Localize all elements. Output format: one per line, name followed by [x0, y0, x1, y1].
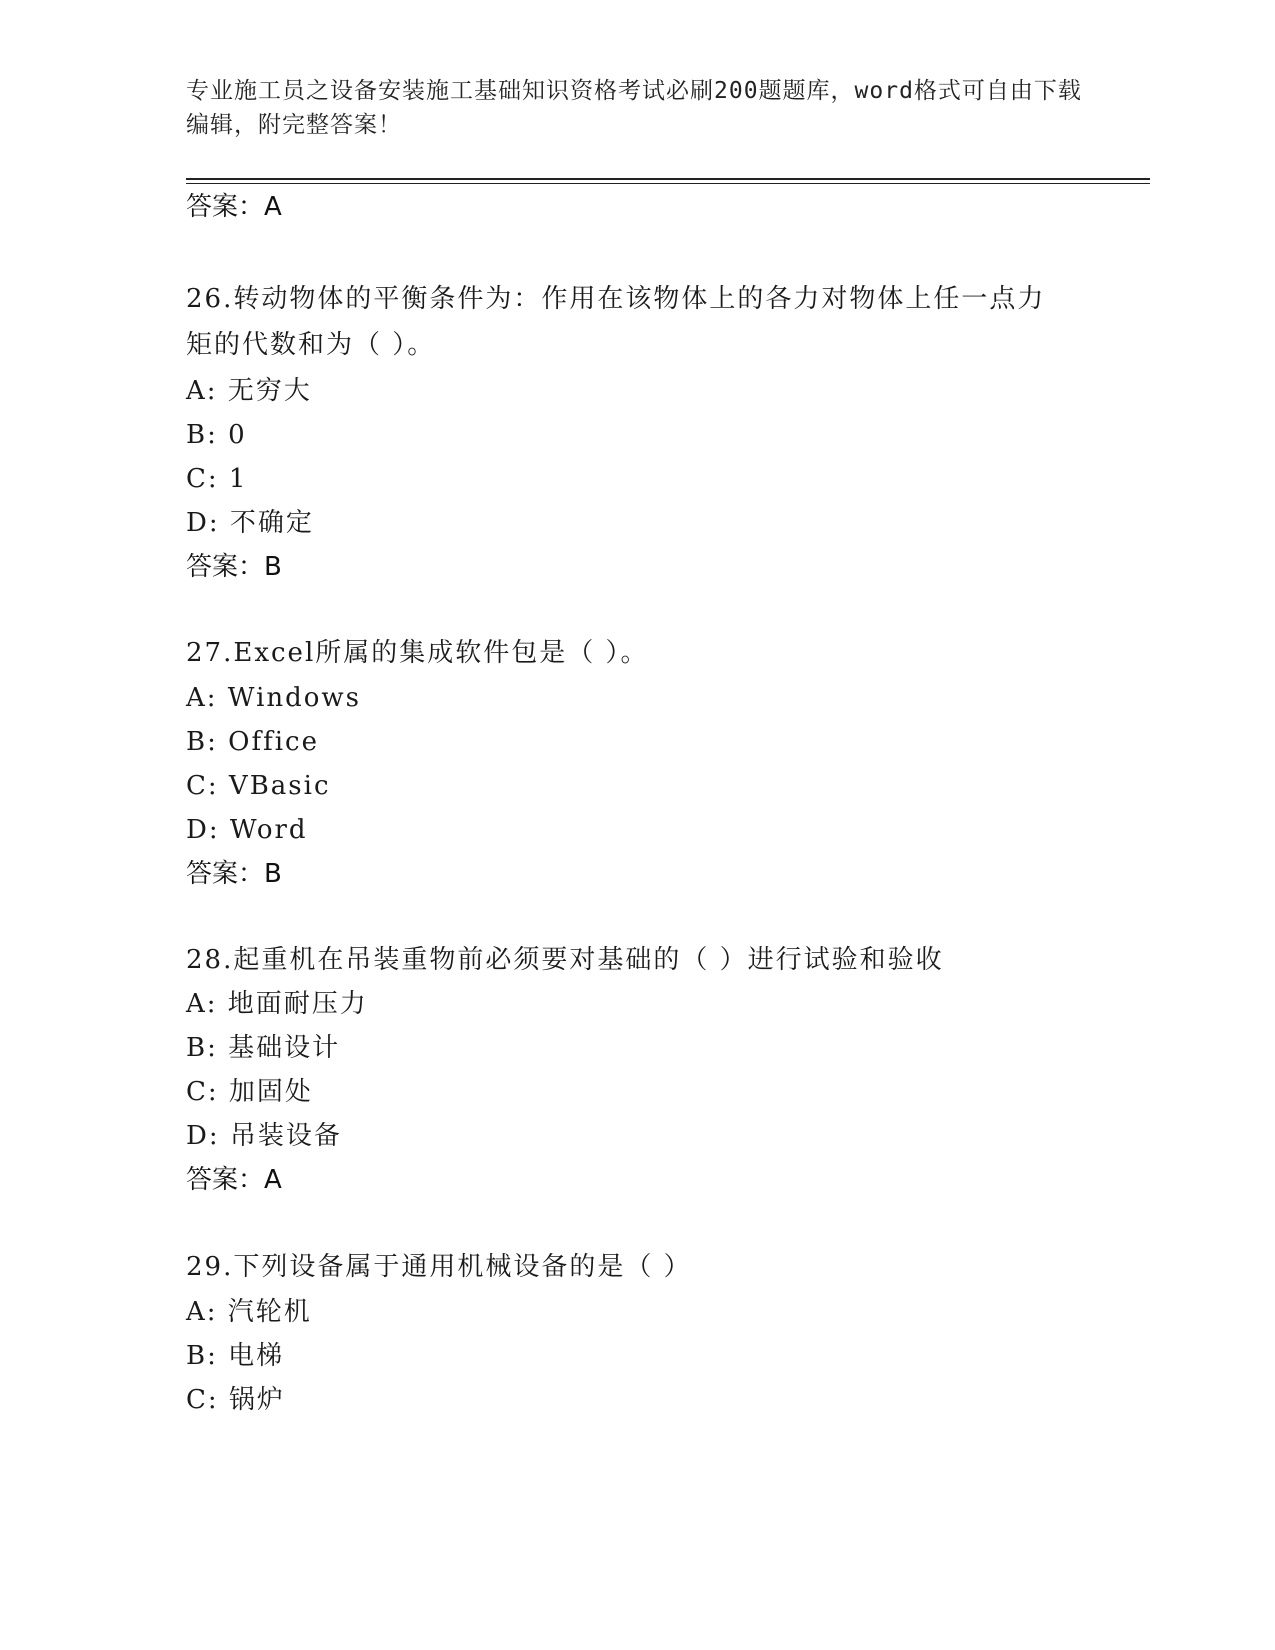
question-29-option-a: A: 汽轮机	[186, 1297, 312, 1327]
question-28-option-c: C: 加固处	[186, 1077, 313, 1107]
question-27-option-c: C: VBasic	[186, 771, 331, 801]
document-header-text: 专业施工员之设备安装施工基础知识资格考试必刷200题题库，word格式可自由下载编辑，附完整答案！	[186, 78, 1082, 138]
question-26-title-line2: 矩的代数和为（ ）。	[186, 330, 436, 360]
question-28-title: 28.起重机在吊装重物前必须要对基础的（ ）进行试验和验收	[186, 945, 944, 975]
question-28-option-a: A: 地面耐压力	[186, 989, 368, 1019]
question-27-option-b: B: Office	[186, 727, 319, 757]
question-26-option-c: C: 1	[186, 464, 248, 494]
question-28-option-d: D: 吊装设备	[186, 1121, 342, 1151]
question-26-title-line1: 26.转动物体的平衡条件为：作用在该物体上的各力对物体上任一点力	[186, 284, 1046, 314]
question-26-option-d: D: 不确定	[186, 508, 314, 538]
header-rule-thick	[186, 178, 1150, 180]
header-rule-thin	[186, 183, 1150, 184]
question-27-title: 27.Excel所属的集成软件包是（ ）。	[186, 638, 649, 668]
question-29-option-b: B: 电梯	[186, 1341, 285, 1371]
question-28-option-b: B: 基础设计	[186, 1033, 341, 1063]
question-29-title: 29.下列设备属于通用机械设备的是（ ）	[186, 1252, 692, 1282]
question-26-title	[186, 282, 1086, 362]
question-26-option-a: A: 无穷大	[186, 376, 312, 406]
question-26-option-b: B: 0	[186, 420, 247, 450]
question-26-answer: 答案：B	[186, 552, 282, 582]
question-27-answer: 答案：B	[186, 859, 282, 889]
question-28-answer: 答案：A	[186, 1165, 282, 1195]
previous-answer: 答案：A	[186, 192, 282, 222]
question-27-option-a: A: Windows	[186, 683, 362, 713]
question-29-option-c: C: 锅炉	[186, 1385, 285, 1415]
question-27-option-d: D: Word	[186, 815, 308, 845]
